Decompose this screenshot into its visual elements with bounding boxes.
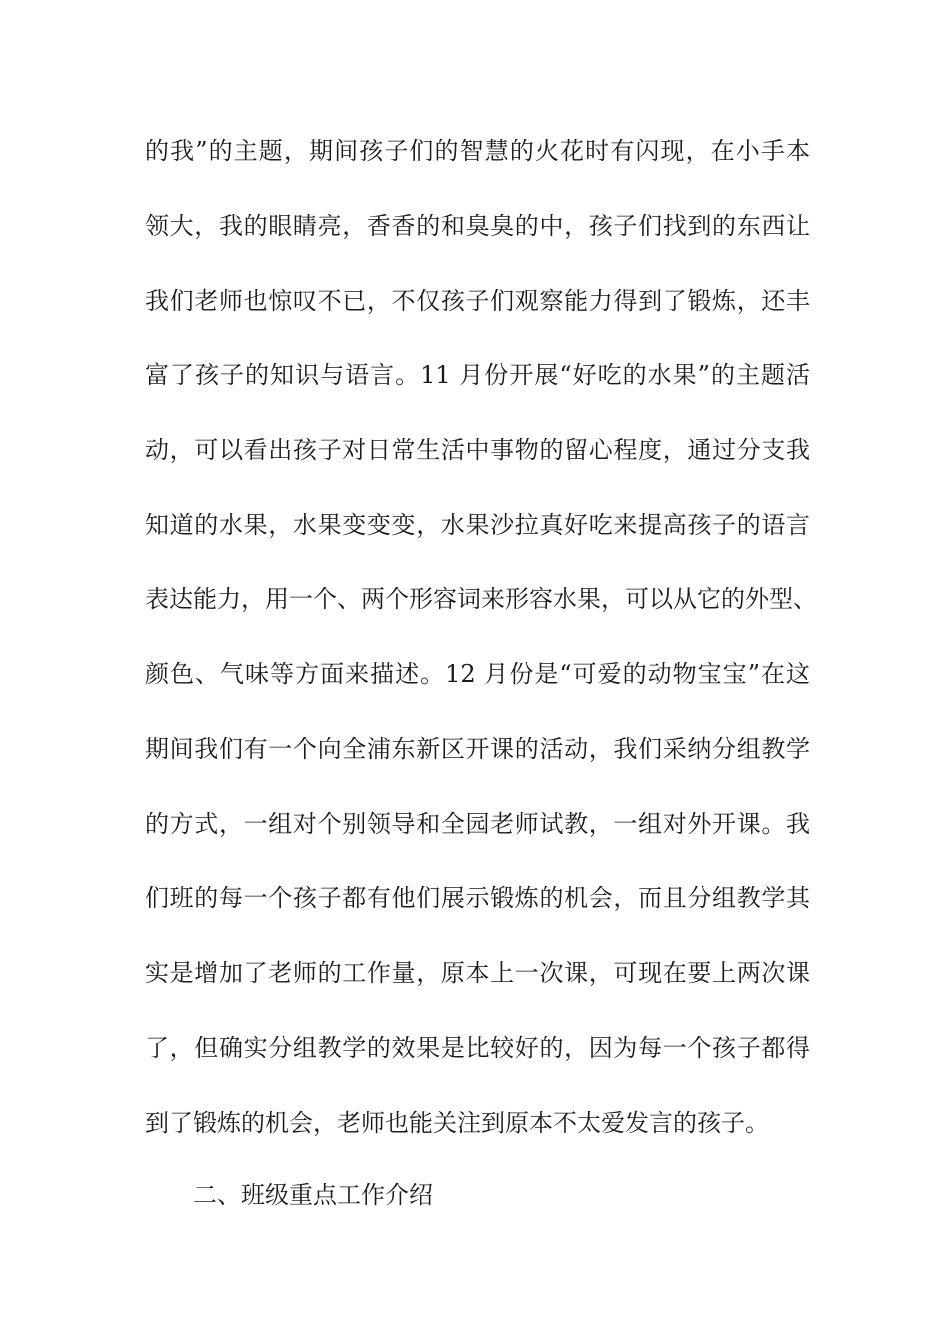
section-heading: 二、班级重点工作介绍 xyxy=(193,1181,433,1209)
paragraph-line-2: 领大，我的眼睛亮，香香的和臭臭的中，孩子们找到的东西让 xyxy=(145,212,810,240)
paragraph-line-6: 知道的水果，水果变变变，水果沙拉真好吃来提高孩子的语言 xyxy=(145,511,810,539)
paragraph-line-7: 表达能力，用一个、两个形容词来形容水果，可以从它的外型、 xyxy=(145,585,817,613)
paragraph-line-14: 到了锻炼的机会，老师也能关注到原本不太爱发言的孩子。 xyxy=(145,1109,769,1137)
paragraph-line-12: 实是增加了老师的工作量，原本上一次课，可现在要上两次课 xyxy=(145,959,810,987)
paragraph-line-13: 了，但确实分组教学的效果是比较好的，因为每一个孩子都得 xyxy=(145,1034,810,1062)
paragraph-line-4: 富了孩子的知识与语言。11 月份开展“好吃的水果”的主题活 xyxy=(145,361,810,389)
paragraph-line-8: 颜色、气味等方面来描述。12 月份是“可爱的动物宝宝”在这 xyxy=(145,660,810,688)
paragraph-line-11: 们班的每一个孩子都有他们展示锻炼的机会，而且分组教学其 xyxy=(145,884,810,912)
paragraph-line-3: 我们老师也惊叹不已，不仅孩子们观察能力得到了锻炼，还丰 xyxy=(145,287,810,315)
paragraph-line-1: 的我”的主题，期间孩子们的智慧的火花时有闪现，在小手本 xyxy=(145,137,810,165)
paragraph-line-10: 的方式，一组对个别领导和全园老师试教，一组对外开课。我 xyxy=(145,810,810,838)
paragraph-line-9: 期间我们有一个向全浦东新区开课的活动，我们采纳分组教学 xyxy=(145,735,810,763)
paragraph-line-5: 动，可以看出孩子对日常生活中事物的留心程度，通过分支我 xyxy=(145,436,810,464)
